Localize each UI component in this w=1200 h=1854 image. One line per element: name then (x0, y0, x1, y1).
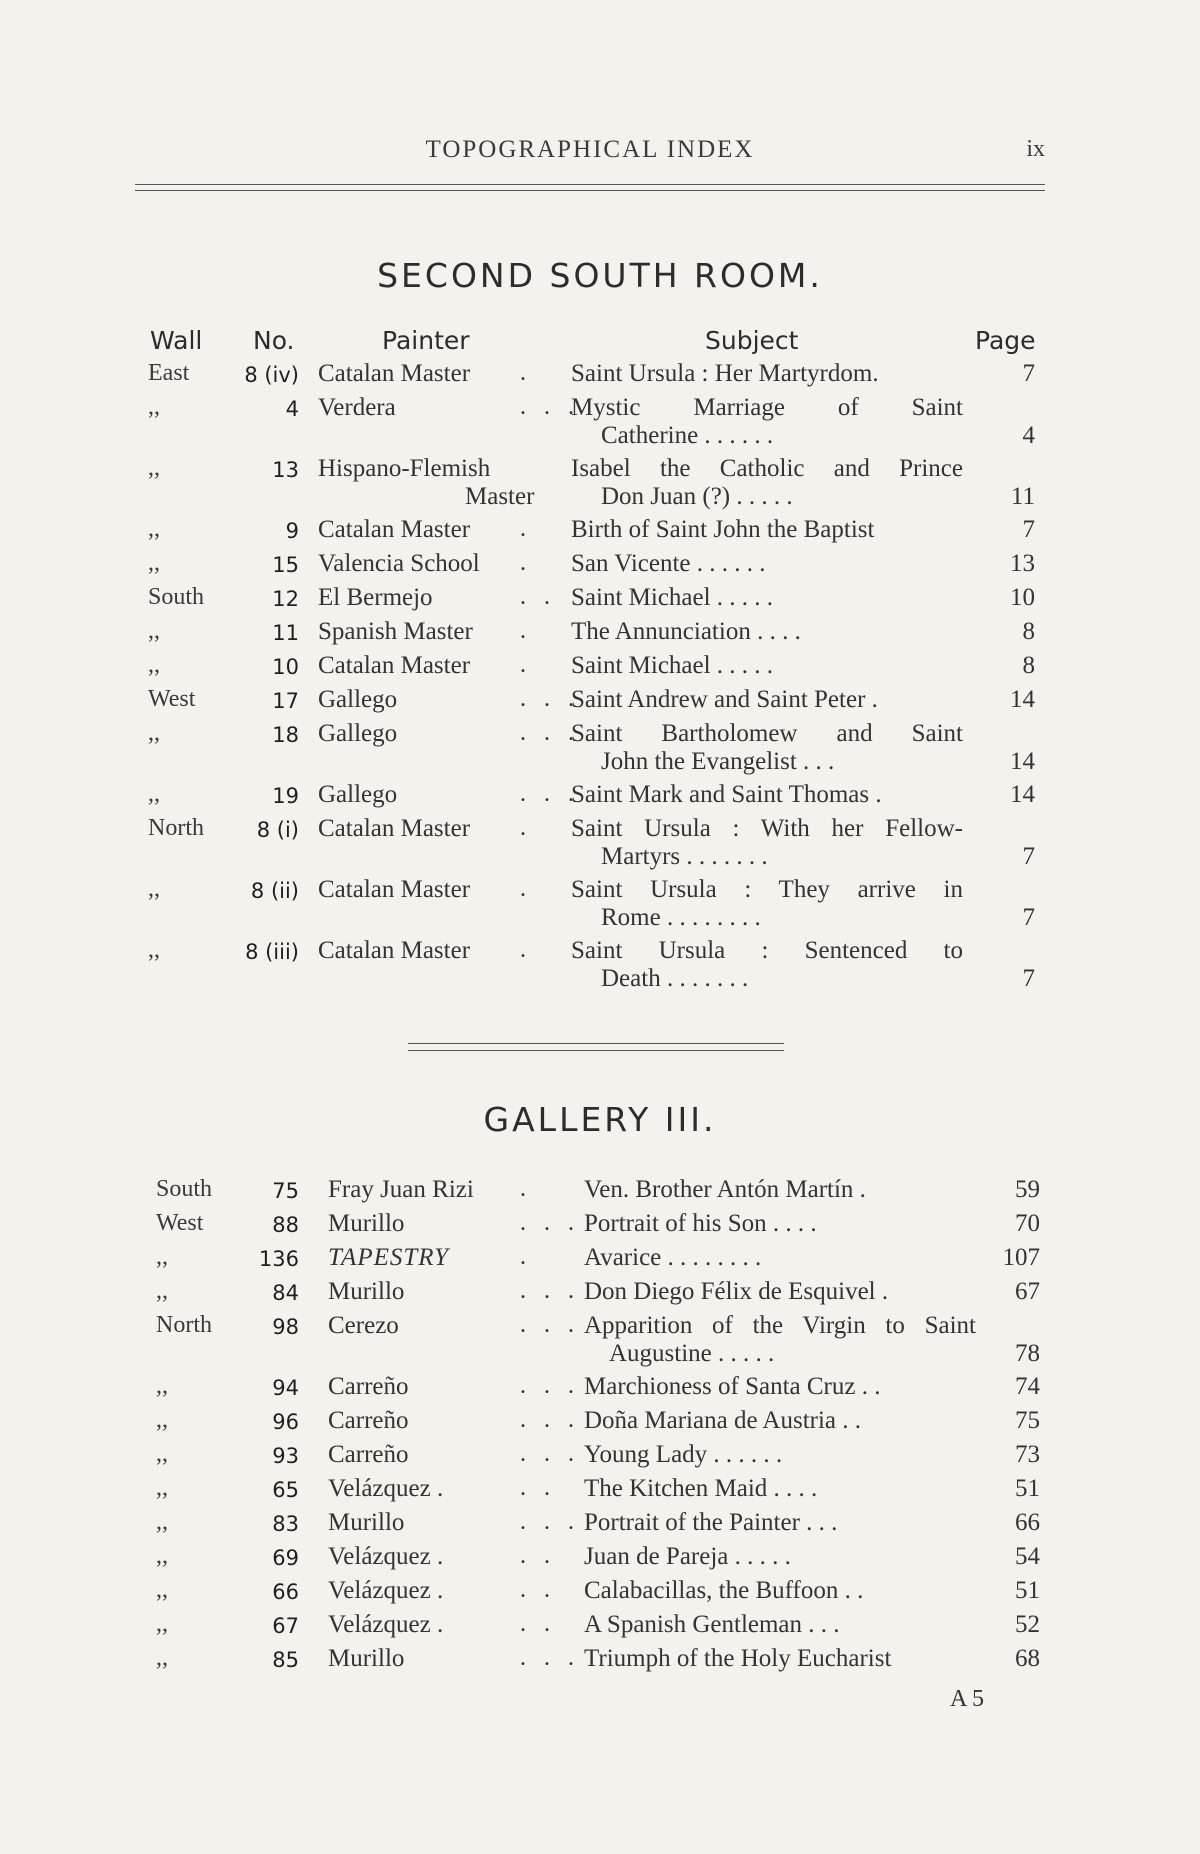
number-cell: 8 (i) (256, 818, 299, 842)
table-row (0, 1373, 1200, 1407)
number-cell: 12 (272, 587, 299, 611)
number-cell: 66 (272, 1580, 299, 1604)
subject-cell-cont: Rome . . . . . . . . (601, 904, 761, 931)
page-cell: 11 (1010, 483, 1035, 510)
table-row (0, 876, 1200, 937)
page-cell: 52 (1015, 1611, 1040, 1638)
number-cell: 8 (iii) (245, 940, 299, 964)
subject-cell: Triumph of the Holy Eucharist (584, 1645, 892, 1672)
wall-cell: ,, (156, 1441, 168, 1467)
page-cell: 10 (1010, 584, 1035, 611)
number-cell: 8 (ii) (250, 879, 299, 903)
leader-dots: . . . (520, 1441, 580, 1467)
painter-cell: Velázquez . (328, 1577, 444, 1604)
subject-cell: The Kitchen Maid . . . . (584, 1475, 818, 1502)
subject-cell-cont: Death . . . . . . . (601, 965, 749, 992)
running-title: TOPOGRAPHICAL INDEX (425, 136, 755, 163)
number-cell: 96 (272, 1410, 299, 1434)
leader-dots: . (520, 1176, 532, 1202)
col-head-subject: Subject (705, 326, 799, 355)
table-row (0, 1645, 1200, 1679)
leader-dots: . (520, 516, 532, 542)
table-row (0, 1543, 1200, 1577)
painter-cell: Murillo (328, 1210, 405, 1237)
painter-cell: Velázquez . (328, 1611, 444, 1638)
page-number: ix (1026, 136, 1045, 162)
wall-cell: ,, (156, 1645, 168, 1671)
table-row (0, 360, 1200, 394)
number-cell: 67 (272, 1614, 299, 1638)
number-cell: 9 (285, 519, 299, 543)
page-cell: 7 (1022, 965, 1035, 992)
leader-dots: . . . (520, 720, 580, 746)
subject-cell: Saint Andrew and Saint Peter . (571, 686, 878, 713)
wall-cell: ,, (148, 550, 160, 576)
painter-cell: Valencia School (318, 550, 480, 577)
page-cell: 70 (1015, 1210, 1040, 1237)
painter-cell: Verdera (318, 394, 396, 421)
wall-cell: ,, (156, 1278, 168, 1304)
leader-dots: . . . (520, 394, 580, 420)
wall-cell: South (156, 1176, 213, 1202)
number-cell: 136 (258, 1247, 299, 1271)
number-cell: 11 (272, 621, 299, 645)
page-cell: 78 (1015, 1340, 1040, 1367)
leader-dots: . (520, 652, 532, 678)
leader-dots: . . (520, 1611, 556, 1637)
painter-cell: Gallego (318, 781, 398, 808)
subject-cell: Saint Bartholomew and Saint (571, 720, 963, 747)
subject-cell: Juan de Pareja . . . . . (584, 1543, 791, 1570)
table-row (0, 1312, 1200, 1373)
subject-cell: Saint Ursula : Sentenced to (571, 937, 963, 964)
table-row (0, 1611, 1200, 1645)
leader-dots: . . (520, 1543, 556, 1569)
table-row (0, 584, 1200, 618)
painter-cell: TAPESTRY (328, 1244, 449, 1271)
subject-cell: Saint Ursula : Her Martyrdom. (571, 360, 879, 387)
subject-cell: Saint Mark and Saint Thomas . (571, 781, 882, 808)
number-cell: 88 (272, 1213, 299, 1237)
painter-cell: Gallego (318, 720, 398, 747)
table-row (0, 1244, 1200, 1278)
subject-cell: San Vicente . . . . . . (571, 550, 766, 577)
subject-cell: Portrait of the Painter . . . (584, 1509, 838, 1536)
leader-dots: . . . (520, 1278, 580, 1304)
wall-cell: East (148, 360, 190, 386)
number-cell: 10 (272, 655, 299, 679)
leader-dots: . . . (520, 1509, 580, 1535)
subject-cell: The Annunciation . . . . (571, 618, 801, 645)
number-cell: 13 (272, 458, 299, 482)
subject-cell: Saint Ursula : They arrive in (571, 876, 963, 903)
painter-cell: Velázquez . (328, 1543, 444, 1570)
painter-cell: Catalan Master (318, 815, 471, 842)
wall-cell: ,, (156, 1244, 168, 1270)
painter-cell: Fray Juan Rizi (328, 1176, 474, 1203)
wall-cell: North (148, 815, 204, 841)
wall-cell: ,, (148, 618, 160, 644)
table-row (0, 1577, 1200, 1611)
table-row (0, 1475, 1200, 1509)
leader-dots: . . (520, 1577, 556, 1603)
subject-cell: Ven. Brother Antón Martín . (584, 1176, 866, 1203)
painter-cell: Catalan Master (318, 516, 471, 543)
table-row (0, 550, 1200, 584)
col-head-page: Page (975, 326, 1036, 355)
subject-cell-cont: Augustine . . . . . (609, 1340, 775, 1367)
painter-cell: Gallego (318, 686, 398, 713)
wall-cell: ,, (156, 1543, 168, 1569)
number-cell: 15 (272, 553, 299, 577)
wall-cell: ,, (156, 1611, 168, 1637)
table-row (0, 1509, 1200, 1543)
page-cell: 14 (1010, 781, 1035, 808)
leader-dots: . . . (520, 781, 580, 807)
number-cell: 93 (272, 1444, 299, 1468)
painter-cell: Carreño (328, 1373, 409, 1400)
table-row (0, 394, 1200, 455)
table-row (0, 720, 1200, 781)
subject-cell: Birth of Saint John the Baptist (571, 516, 875, 543)
wall-cell: ,, (148, 781, 160, 807)
number-cell: 94 (272, 1376, 299, 1400)
leader-dots: . . . (520, 686, 580, 712)
table-row (0, 1441, 1200, 1475)
leader-dots: . . . (520, 1210, 580, 1236)
leader-dots: . . . (520, 1645, 580, 1671)
number-cell: 8 (iv) (244, 363, 299, 387)
leader-dots: . . (520, 584, 556, 610)
subject-cell: Mystic Marriage of Saint (571, 394, 963, 421)
subject-cell: A Spanish Gentleman . . . (584, 1611, 840, 1638)
wall-cell: ,, (148, 516, 160, 542)
table-row (0, 937, 1200, 998)
page-cell: 59 (1015, 1176, 1040, 1203)
page-cell: 51 (1015, 1475, 1040, 1502)
subject-cell: Doña Mariana de Austria . . (584, 1407, 862, 1434)
subject-cell: Apparition of the Virgin to Saint (584, 1312, 976, 1339)
subject-cell: Calabacillas, the Buffoon . . (584, 1577, 864, 1604)
number-cell: 83 (272, 1512, 299, 1536)
page-cell: 75 (1015, 1407, 1040, 1434)
leader-dots: . . (520, 1475, 556, 1501)
painter-cell: Carreño (328, 1441, 409, 1468)
leader-dots: . (520, 1244, 532, 1270)
leader-dots: . . . (520, 1407, 580, 1433)
painter-cell: Murillo (328, 1509, 405, 1536)
painter-cell: Murillo (328, 1278, 405, 1305)
subject-cell: Don Diego Félix de Esquivel . (584, 1278, 889, 1305)
painter-cell: Velázquez . (328, 1475, 444, 1502)
painter-cell: Carreño (328, 1407, 409, 1434)
page-cell: 107 (1002, 1244, 1040, 1271)
page-cell: 73 (1015, 1441, 1040, 1468)
painter-cell: Spanish Master (318, 618, 473, 645)
page-cell: 66 (1015, 1509, 1040, 1536)
col-head-painter: Painter (382, 326, 470, 355)
subject-cell: Marchioness of Santa Cruz . . (584, 1373, 881, 1400)
wall-cell: ,, (156, 1373, 168, 1399)
subject-cell-cont: Don Juan (?) . . . . . (601, 483, 793, 510)
leader-dots: . (520, 618, 532, 644)
number-cell: 17 (272, 689, 299, 713)
painter-cell: Cerezo (328, 1312, 399, 1339)
header-rule (135, 184, 1045, 191)
page-cell: 54 (1015, 1543, 1040, 1570)
subject-cell-cont: John the Evangelist . . . (601, 748, 835, 775)
table-row (0, 1176, 1200, 1210)
table-row (0, 781, 1200, 815)
page-cell: 67 (1015, 1278, 1040, 1305)
number-cell: 69 (272, 1546, 299, 1570)
subject-cell: Saint Michael . . . . . (571, 584, 774, 611)
table-row (0, 652, 1200, 686)
table-row (0, 815, 1200, 876)
table-row (0, 1407, 1200, 1441)
wall-cell: ,, (148, 876, 160, 902)
page-cell: 7 (1022, 843, 1035, 870)
signature-mark: A 5 (950, 1686, 985, 1712)
page-cell: 14 (1010, 686, 1035, 713)
wall-cell: ,, (156, 1475, 168, 1501)
wall-cell: ,, (148, 455, 160, 481)
running-header (135, 132, 1045, 172)
subject-cell-cont: Catherine . . . . . . (601, 422, 774, 449)
wall-cell: ,, (148, 394, 160, 420)
wall-cell: ,, (148, 652, 160, 678)
wall-cell: North (156, 1312, 212, 1338)
number-cell: 65 (272, 1478, 299, 1502)
table-row (0, 686, 1200, 720)
page-cell: 8 (1022, 652, 1035, 679)
table-row (0, 1210, 1200, 1244)
number-cell: 98 (272, 1315, 299, 1339)
leader-dots: . . . (520, 1312, 580, 1338)
table-row (0, 455, 1200, 516)
section-title-second-south-room: SECOND SOUTH ROOM. (377, 256, 823, 295)
painter-cell: El Bermejo (318, 584, 433, 611)
subject-cell: Saint Michael . . . . . (571, 652, 774, 679)
table-row (0, 1278, 1200, 1312)
subject-cell: Portrait of his Son . . . . (584, 1210, 817, 1237)
wall-cell: ,, (156, 1407, 168, 1433)
number-cell: 18 (272, 723, 299, 747)
leader-dots: . . . (520, 1373, 580, 1399)
number-cell: 84 (272, 1281, 299, 1305)
page-cell: 8 (1022, 618, 1035, 645)
page-cell: 74 (1015, 1373, 1040, 1400)
subject-cell: Avarice . . . . . . . . (584, 1244, 762, 1271)
leader-dots: . (520, 360, 532, 386)
page-cell: 7 (1022, 516, 1035, 543)
section-divider-rule (408, 1043, 784, 1051)
wall-cell: South (148, 584, 205, 610)
leader-dots: . (520, 937, 532, 963)
section-title-gallery-iii: GALLERY III. (483, 1100, 717, 1139)
wall-cell: West (156, 1210, 204, 1236)
leader-dots: . (520, 815, 532, 841)
subject-cell: Isabel the Catholic and Prince (571, 455, 963, 482)
painter-cell: Murillo (328, 1645, 405, 1672)
page-cell: 14 (1010, 748, 1035, 775)
col-head-wall: Wall (150, 326, 203, 355)
wall-cell: ,, (156, 1509, 168, 1535)
page-cell: 4 (1022, 422, 1035, 449)
leader-dots: . (520, 550, 532, 576)
page-cell: 68 (1015, 1645, 1040, 1672)
painter-cell: Hispano-Flemish (318, 455, 491, 482)
page-cell: 13 (1010, 550, 1035, 577)
col-head-no: No. (253, 326, 295, 355)
wall-cell: ,, (148, 937, 160, 963)
painter-cell: Catalan Master (318, 937, 471, 964)
painter-cell: Catalan Master (318, 876, 471, 903)
wall-cell: ,, (156, 1577, 168, 1603)
wall-cell: West (148, 686, 196, 712)
number-cell: 19 (272, 784, 299, 808)
subject-cell-cont: Martyrs . . . . . . . (601, 843, 768, 870)
page-cell: 51 (1015, 1577, 1040, 1604)
table-row (0, 516, 1200, 550)
number-cell: 75 (272, 1179, 299, 1203)
painter-cell-cont: Master (465, 483, 535, 510)
number-cell: 85 (272, 1648, 299, 1672)
page-cell: 7 (1022, 360, 1035, 387)
wall-cell: ,, (148, 720, 160, 746)
leader-dots: . (520, 876, 532, 902)
table-row (0, 618, 1200, 652)
subject-cell: Young Lady . . . . . . (584, 1441, 783, 1468)
painter-cell: Catalan Master (318, 652, 471, 679)
subject-cell: Saint Ursula : With her Fellow- (571, 815, 963, 842)
painter-cell: Catalan Master (318, 360, 471, 387)
page-cell: 7 (1022, 904, 1035, 931)
number-cell: 4 (285, 397, 299, 421)
